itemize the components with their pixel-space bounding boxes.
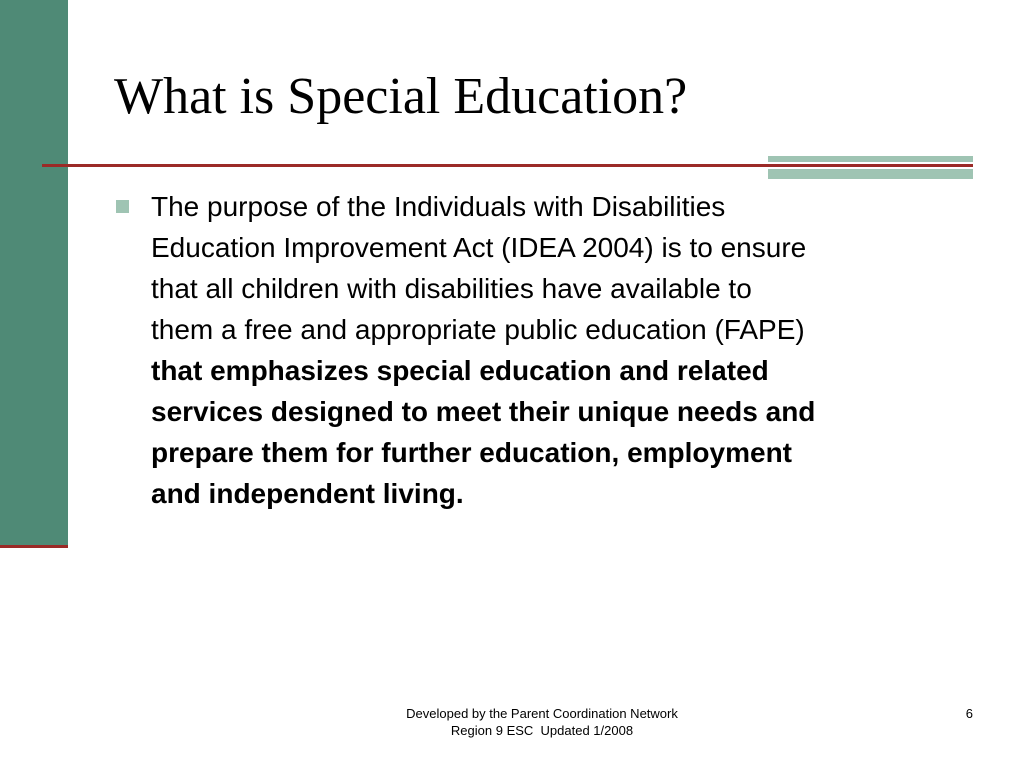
- footer-credit: Developed by the Parent Coordination Network: [406, 706, 678, 721]
- page-number: 6: [965, 706, 973, 721]
- accent-stripes: [768, 156, 973, 180]
- square-bullet-icon: [116, 200, 129, 213]
- body-line-emphasis: services designed to meet their unique needs and: [151, 396, 816, 427]
- accent-stripe-bottom: [768, 169, 973, 179]
- slide-footer: [340, 705, 744, 739]
- left-band-rule: [0, 545, 68, 548]
- left-decorative-band: [0, 0, 68, 545]
- bullet-paragraph: [151, 186, 981, 514]
- body-line: The purpose of the Individuals with Disabilities: [151, 191, 726, 222]
- body-line: them a free and appropriate public education (FAPE): [151, 314, 805, 345]
- slide-title: What is Special Education?: [114, 68, 688, 125]
- body-line-emphasis: and independent living.: [151, 478, 464, 509]
- body-line-emphasis: that emphasizes special education and related: [151, 355, 769, 386]
- body-line: that all children with disabilities have available to: [151, 273, 752, 304]
- accent-stripe-top: [768, 156, 973, 162]
- body-line-emphasis: prepare them for further education, employment: [151, 437, 792, 468]
- footer-region: Region 9 ESC Updated 1/2008: [450, 723, 634, 738]
- body-line: Education Improvement Act (IDEA 2004) is to ensure: [151, 232, 807, 263]
